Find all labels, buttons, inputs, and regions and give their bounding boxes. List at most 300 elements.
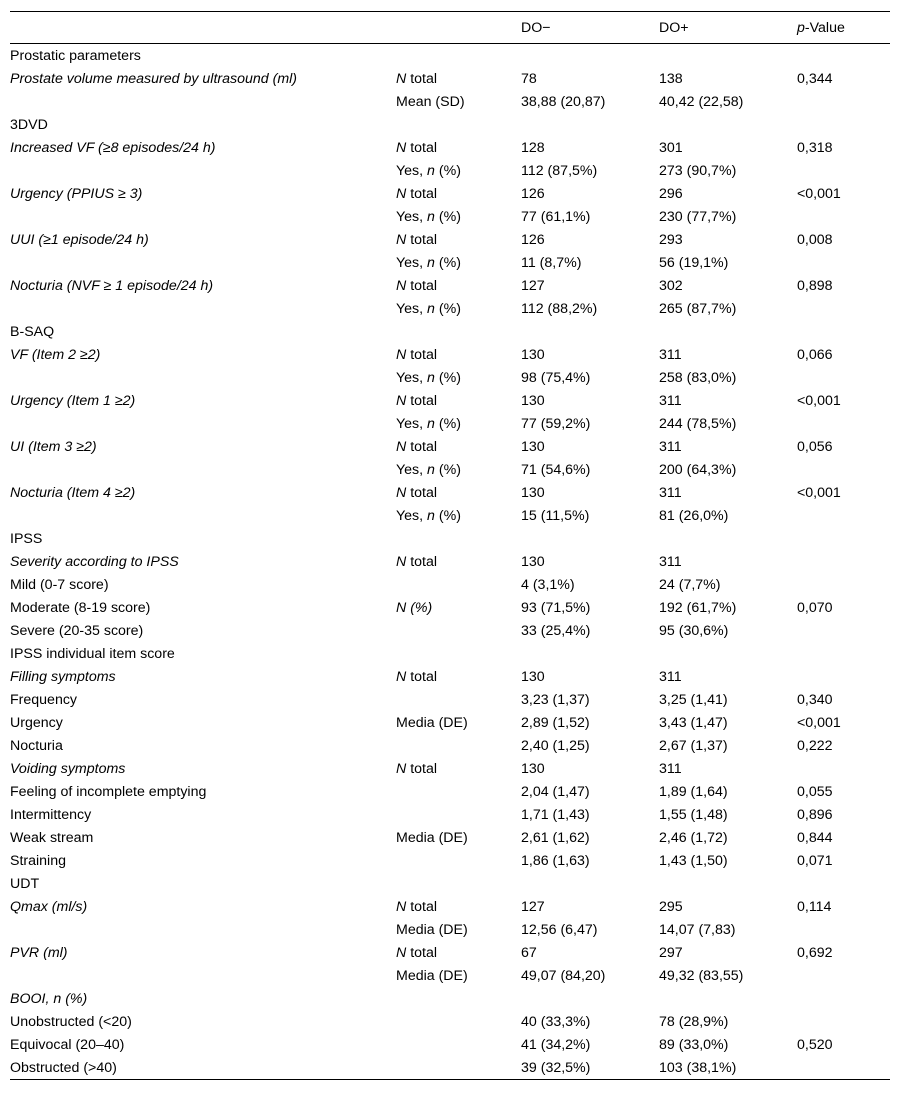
statistic-cell [396, 481, 521, 504]
do-plus-cell: 244 (78,5%) [659, 415, 737, 432]
p-value-cell: 0,070 [797, 599, 833, 616]
variable-cell: Severe (20-35 score) [10, 622, 144, 639]
statistic-cell [396, 228, 521, 251]
p-value-cell [797, 297, 890, 320]
do-minus-cell: 126 [521, 185, 545, 202]
statistic-italic-prefix: N [396, 392, 407, 409]
statistic-italic: n [427, 254, 435, 271]
table-body [10, 44, 890, 1080]
p-value-cell: 0,071 [797, 852, 833, 869]
p-value-cell [797, 1010, 890, 1033]
variable-cell: Nocturia (NVF ≥ 1 episode/24 h) [10, 277, 214, 294]
variable-cell: BOOI, n (%) [10, 990, 88, 1007]
p-value-cell: 0,520 [797, 1036, 833, 1053]
do-plus-cell: 273 (90,7%) [659, 162, 737, 179]
variable-cell: Straining [10, 852, 66, 869]
statistic-italic: n [427, 162, 435, 179]
statistic-cell [396, 826, 521, 849]
statistic-cell [396, 573, 521, 596]
statistic-text: total [410, 277, 438, 294]
table-row [10, 757, 890, 780]
statistic-cell [396, 366, 521, 389]
statistic-text: total [410, 553, 438, 570]
statistic-text: total [410, 185, 438, 202]
statistic-italic-prefix: N [396, 553, 407, 570]
variable-cell: Frequency [10, 691, 78, 708]
do-plus-cell: 24 (7,7%) [659, 576, 721, 593]
p-value-cell: 0,844 [797, 829, 833, 846]
statistic-cell [396, 550, 521, 573]
do-plus-cell: 78 (28,9%) [659, 1013, 729, 1030]
statistic-italic-prefix: N [396, 70, 407, 87]
table-row [10, 412, 890, 435]
statistic-cell [396, 941, 521, 964]
do-minus-cell: 1,71 (1,43) [521, 806, 590, 823]
do-minus-cell [521, 987, 659, 1010]
p-value-cell [797, 1056, 890, 1080]
header-do-minus: DO− [521, 19, 551, 36]
do-minus-cell: 39 (32,5%) [521, 1059, 591, 1076]
statistic-cell [396, 895, 521, 918]
p-value-cell [797, 504, 890, 527]
table-row [10, 90, 890, 113]
do-minus-cell: 126 [521, 231, 545, 248]
variable-cell: VF (Item 2 ≥2) [10, 346, 101, 363]
do-plus-cell: 138 [659, 70, 683, 87]
table-row [10, 159, 890, 182]
p-value-cell: 0,896 [797, 806, 833, 823]
statistic-cell [396, 734, 521, 757]
do-minus-cell: 77 (59,2%) [521, 415, 591, 432]
do-minus-cell: 78 [521, 70, 537, 87]
do-plus-cell: 295 [659, 898, 683, 915]
statistic-prefix: Yes, [396, 162, 428, 179]
statistic-text: (%) [434, 369, 461, 386]
statistic-prefix: Yes, [396, 300, 428, 317]
do-minus-cell: 15 (11,5%) [521, 507, 590, 524]
do-plus-cell: 3,43 (1,47) [659, 714, 728, 731]
statistic-cell [396, 343, 521, 366]
table-row [10, 573, 890, 596]
variable-cell: UI (Item 3 ≥2) [10, 438, 97, 455]
table-row [10, 182, 890, 205]
table-row [10, 343, 890, 366]
do-plus-cell: 297 [659, 944, 683, 961]
statistic-italic-prefix: N [396, 185, 407, 202]
variable-cell [10, 159, 396, 182]
section-header-row [10, 113, 890, 136]
statistic-italic: n [427, 461, 435, 478]
statistic-cell [396, 711, 521, 734]
p-value-cell: 0,222 [797, 737, 833, 754]
statistic-cell [396, 619, 521, 642]
table-row [10, 366, 890, 389]
statistic-italic-prefix: N [396, 668, 407, 685]
do-plus-cell: 81 (26,0%) [659, 507, 729, 524]
do-plus-cell: 89 (33,0%) [659, 1036, 729, 1053]
statistic-italic-prefix: N [396, 898, 407, 915]
table-row [10, 435, 890, 458]
variable-cell: Urgency (PPIUS ≥ 3) [10, 185, 143, 202]
statistic-cell [396, 182, 521, 205]
do-minus-cell: 33 (25,4%) [521, 622, 591, 639]
p-value-cell [797, 90, 890, 113]
do-minus-cell: 112 (87,5%) [521, 162, 598, 179]
table-row [10, 550, 890, 573]
statistic-cell [396, 504, 521, 527]
do-minus-cell: 38,88 (20,87) [521, 93, 606, 110]
statistic-cell [396, 412, 521, 435]
do-plus-cell: 49,32 (83,55) [659, 967, 744, 984]
header-p-suffix: -Value [804, 19, 845, 36]
section-title: B-SAQ [10, 323, 55, 340]
header-p-italic: p [797, 19, 805, 36]
statistic-cell [396, 136, 521, 159]
table-row [10, 711, 890, 734]
do-minus-cell: 11 (8,7%) [521, 254, 582, 271]
variable-cell: Feeling of incomplete emptying [10, 783, 207, 800]
statistic-text: Media (DE) [396, 921, 468, 938]
statistic-cell [396, 159, 521, 182]
p-value-cell [797, 251, 890, 274]
do-minus-cell: 3,23 (1,37) [521, 691, 590, 708]
statistic-text: total [410, 484, 438, 501]
statistic-cell [396, 90, 521, 113]
results-table-container [10, 11, 890, 1080]
do-minus-cell: 1,86 (1,63) [521, 852, 590, 869]
do-minus-cell: 130 [521, 346, 545, 363]
do-plus-cell: 56 (19,1%) [659, 254, 729, 271]
do-minus-cell: 130 [521, 553, 545, 570]
do-plus-cell: 40,42 (22,58) [659, 93, 744, 110]
statistic-cell [396, 389, 521, 412]
table-row [10, 780, 890, 803]
variable-cell: Unobstructed (<20) [10, 1013, 132, 1030]
statistic-cell [396, 274, 521, 297]
do-plus-cell: 2,67 (1,37) [659, 737, 728, 754]
p-value-cell: <0,001 [797, 185, 841, 202]
variable-cell [10, 504, 396, 527]
header-do-plus: DO+ [659, 19, 689, 36]
p-value-cell: 0,055 [797, 783, 833, 800]
do-minus-cell: 112 (88,2%) [521, 300, 598, 317]
p-value-cell [797, 918, 890, 941]
table-row [10, 504, 890, 527]
variable-cell: Equivocal (20–40) [10, 1036, 125, 1053]
variable-cell: Obstructed (>40) [10, 1059, 117, 1076]
p-value-cell: 0,114 [797, 898, 832, 915]
statistic-italic-prefix: N [396, 277, 407, 294]
variable-cell: Qmax (ml/s) [10, 898, 88, 915]
do-minus-cell: 2,04 (1,47) [521, 783, 590, 800]
do-minus-cell: 130 [521, 484, 545, 501]
statistic-cell [396, 849, 521, 872]
p-value-cell: 0,692 [797, 944, 833, 961]
statistic-text: (%) [434, 461, 461, 478]
statistic-cell [396, 297, 521, 320]
variable-cell [10, 205, 396, 228]
p-value-cell [797, 412, 890, 435]
do-plus-cell: 311 [659, 553, 682, 570]
p-value-cell [797, 757, 890, 780]
variable-cell: Voiding symptoms [10, 760, 126, 777]
section-header-row [10, 44, 890, 68]
variable-cell: Prostate volume measured by ultrasound (ml) [10, 70, 298, 87]
p-value-cell [797, 366, 890, 389]
statistic-text: (%) [434, 162, 461, 179]
statistic-italic: n [427, 300, 435, 317]
p-value-cell: 0,344 [797, 70, 833, 87]
table-row [10, 1033, 890, 1056]
section-title: UDT [10, 875, 40, 892]
table-row [10, 964, 890, 987]
do-minus-cell: 49,07 (84,20) [521, 967, 606, 984]
p-value-cell: 0,318 [797, 139, 833, 156]
statistic-text: total [410, 392, 438, 409]
statistic-text: total [410, 944, 438, 961]
statistic-cell [396, 757, 521, 780]
do-plus-cell: 311 [659, 438, 682, 455]
p-value-cell [797, 159, 890, 182]
do-minus-cell: 127 [521, 898, 545, 915]
statistic-cell [396, 1010, 521, 1033]
table-row [10, 205, 890, 228]
table-row [10, 688, 890, 711]
do-plus-cell: 311 [659, 346, 682, 363]
statistic-cell [396, 435, 521, 458]
table-row [10, 1010, 890, 1033]
do-plus-cell: 14,07 (7,83) [659, 921, 736, 938]
statistic-cell [396, 67, 521, 90]
do-plus-cell: 230 (77,7%) [659, 208, 737, 225]
do-plus-cell: 296 [659, 185, 683, 202]
variable-cell: Nocturia [10, 737, 63, 754]
p-value-cell: <0,001 [797, 484, 841, 501]
statistic-text: (%) [434, 208, 461, 225]
p-value-cell [797, 573, 890, 596]
do-minus-cell: 130 [521, 438, 545, 455]
variable-cell: Intermittency [10, 806, 92, 823]
statistic-text: Media (DE) [396, 967, 468, 984]
variable-cell: Urgency (Item 1 ≥2) [10, 392, 136, 409]
statistic-text: total [410, 346, 438, 363]
statistic-text: total [410, 668, 438, 685]
statistic-prefix: Yes, [396, 208, 428, 225]
section-title: Prostatic parameters [10, 47, 141, 64]
variable-cell: Moderate (8-19 score) [10, 599, 151, 616]
variable-cell: Mild (0-7 score) [10, 576, 109, 593]
table-row [10, 1056, 890, 1080]
section-header-row [10, 872, 890, 895]
table-row [10, 228, 890, 251]
statistic-text: N (%) [396, 599, 433, 616]
statistic-italic: n [427, 369, 435, 386]
section-title: 3DVD [10, 116, 48, 133]
results-table [10, 11, 890, 1080]
statistic-prefix: Yes, [396, 369, 428, 386]
statistic-cell [396, 964, 521, 987]
variable-cell: PVR (ml) [10, 944, 68, 961]
do-minus-cell: 67 [521, 944, 537, 961]
statistic-cell [396, 803, 521, 826]
table-row [10, 619, 890, 642]
statistic-text: total [410, 70, 438, 87]
do-minus-cell: 130 [521, 760, 545, 777]
p-value-cell: <0,001 [797, 392, 841, 409]
do-minus-cell: 2,89 (1,52) [521, 714, 590, 731]
statistic-prefix: Yes, [396, 254, 428, 271]
table-row [10, 251, 890, 274]
do-plus-cell: 200 (64,3%) [659, 461, 737, 478]
do-plus-cell: 311 [659, 668, 682, 685]
p-value-cell: 0,340 [797, 691, 833, 708]
statistic-text: total [410, 898, 438, 915]
statistic-cell [396, 251, 521, 274]
statistic-italic: n [427, 208, 435, 225]
statistic-text: total [410, 231, 438, 248]
variable-cell [10, 918, 396, 941]
statistic-text: total [410, 139, 438, 156]
table-header [10, 12, 890, 44]
variable-cell [10, 366, 396, 389]
statistic-cell [396, 458, 521, 481]
statistic-italic: n [427, 507, 435, 524]
do-minus-cell: 2,40 (1,25) [521, 737, 590, 754]
variable-cell: Severity according to IPSS [10, 553, 179, 570]
do-plus-cell: 1,55 (1,48) [659, 806, 728, 823]
p-value-cell [797, 458, 890, 481]
p-value-cell: <0,001 [797, 714, 841, 731]
p-value-cell [797, 619, 890, 642]
statistic-text: (%) [434, 507, 461, 524]
statistic-italic-prefix: N [396, 231, 407, 248]
section-header-row [10, 527, 890, 550]
statistic-italic: n [427, 415, 435, 432]
p-value-cell [797, 964, 890, 987]
variable-cell [10, 964, 396, 987]
statistic-cell [396, 780, 521, 803]
table-row [10, 803, 890, 826]
do-plus-cell: 311 [659, 484, 682, 501]
header-statistic [396, 12, 521, 44]
statistic-italic-prefix: N [396, 438, 407, 455]
header-row [10, 12, 890, 44]
do-plus-cell: 311 [659, 760, 682, 777]
do-plus-cell: 2,46 (1,72) [659, 829, 728, 846]
table-row [10, 67, 890, 90]
statistic-text: Media (DE) [396, 714, 468, 731]
section-title: IPSS [10, 530, 43, 547]
variable-cell: Nocturia (Item 4 ≥2) [10, 484, 136, 501]
p-value-cell [797, 987, 890, 1010]
statistic-cell [396, 205, 521, 228]
do-plus-cell: 258 (83,0%) [659, 369, 737, 386]
statistic-prefix: Yes, [396, 507, 428, 524]
statistic-cell [396, 596, 521, 619]
do-minus-cell: 127 [521, 277, 545, 294]
variable-cell [10, 251, 396, 274]
do-plus-cell: 293 [659, 231, 683, 248]
statistic-cell [396, 665, 521, 688]
do-minus-cell: 128 [521, 139, 545, 156]
statistic-cell [396, 987, 521, 1010]
do-minus-cell: 71 (54,6%) [521, 461, 591, 478]
section-header-row [10, 642, 890, 665]
do-plus-cell: 1,89 (1,64) [659, 783, 728, 800]
p-value-cell: 0,066 [797, 346, 833, 363]
table-row [10, 458, 890, 481]
do-minus-cell: 4 (3,1%) [521, 576, 575, 593]
do-plus-cell [659, 987, 797, 1010]
do-minus-cell: 40 (33,3%) [521, 1013, 591, 1030]
statistic-text: (%) [434, 415, 461, 432]
table-row [10, 734, 890, 757]
do-minus-cell: 98 (75,4%) [521, 369, 591, 386]
statistic-text: total [410, 760, 438, 777]
p-value-cell: 0,898 [797, 277, 833, 294]
p-value-cell: 0,056 [797, 438, 833, 455]
table-row [10, 297, 890, 320]
table-row [10, 941, 890, 964]
variable-cell [10, 458, 396, 481]
do-minus-cell: 12,56 (6,47) [521, 921, 598, 938]
table-row [10, 136, 890, 159]
statistic-cell [396, 1033, 521, 1056]
variable-cell [10, 90, 396, 113]
statistic-text: (%) [434, 300, 461, 317]
variable-cell: Increased VF (≥8 episodes/24 h) [10, 139, 216, 156]
statistic-text: Media (DE) [396, 829, 468, 846]
do-plus-cell: 95 (30,6%) [659, 622, 729, 639]
do-plus-cell: 265 (87,7%) [659, 300, 737, 317]
section-header-row [10, 320, 890, 343]
table-row [10, 918, 890, 941]
do-plus-cell: 302 [659, 277, 683, 294]
table-row [10, 481, 890, 504]
variable-cell: Urgency [10, 714, 63, 731]
header-p-value [797, 12, 890, 44]
statistic-text: total [410, 438, 438, 455]
do-plus-cell: 3,25 (1,41) [659, 691, 728, 708]
section-title: IPSS individual item score [10, 645, 175, 662]
statistic-italic-prefix: N [396, 139, 407, 156]
variable-cell: Filling symptoms [10, 668, 116, 685]
p-value-cell [797, 665, 890, 688]
do-minus-cell: 2,61 (1,62) [521, 829, 590, 846]
statistic-italic-prefix: N [396, 484, 407, 501]
variable-cell [10, 297, 396, 320]
do-minus-cell: 130 [521, 392, 545, 409]
statistic-prefix: Yes, [396, 415, 428, 432]
variable-cell: Weak stream [10, 829, 94, 846]
table-row [10, 596, 890, 619]
table-row [10, 849, 890, 872]
statistic-prefix: Yes, [396, 461, 428, 478]
do-plus-cell: 301 [659, 139, 683, 156]
p-value-cell [797, 550, 890, 573]
table-row [10, 389, 890, 412]
table-row [10, 274, 890, 297]
table-row [10, 665, 890, 688]
do-plus-cell: 192 (61,7%) [659, 599, 737, 616]
do-minus-cell: 130 [521, 668, 545, 685]
do-plus-cell: 103 (38,1%) [659, 1059, 737, 1076]
header-variable [10, 12, 396, 44]
variable-cell: UUI (≥1 episode/24 h) [10, 231, 149, 248]
do-minus-cell: 77 (61,1%) [521, 208, 591, 225]
variable-cell [10, 412, 396, 435]
p-value-cell: 0,008 [797, 231, 833, 248]
